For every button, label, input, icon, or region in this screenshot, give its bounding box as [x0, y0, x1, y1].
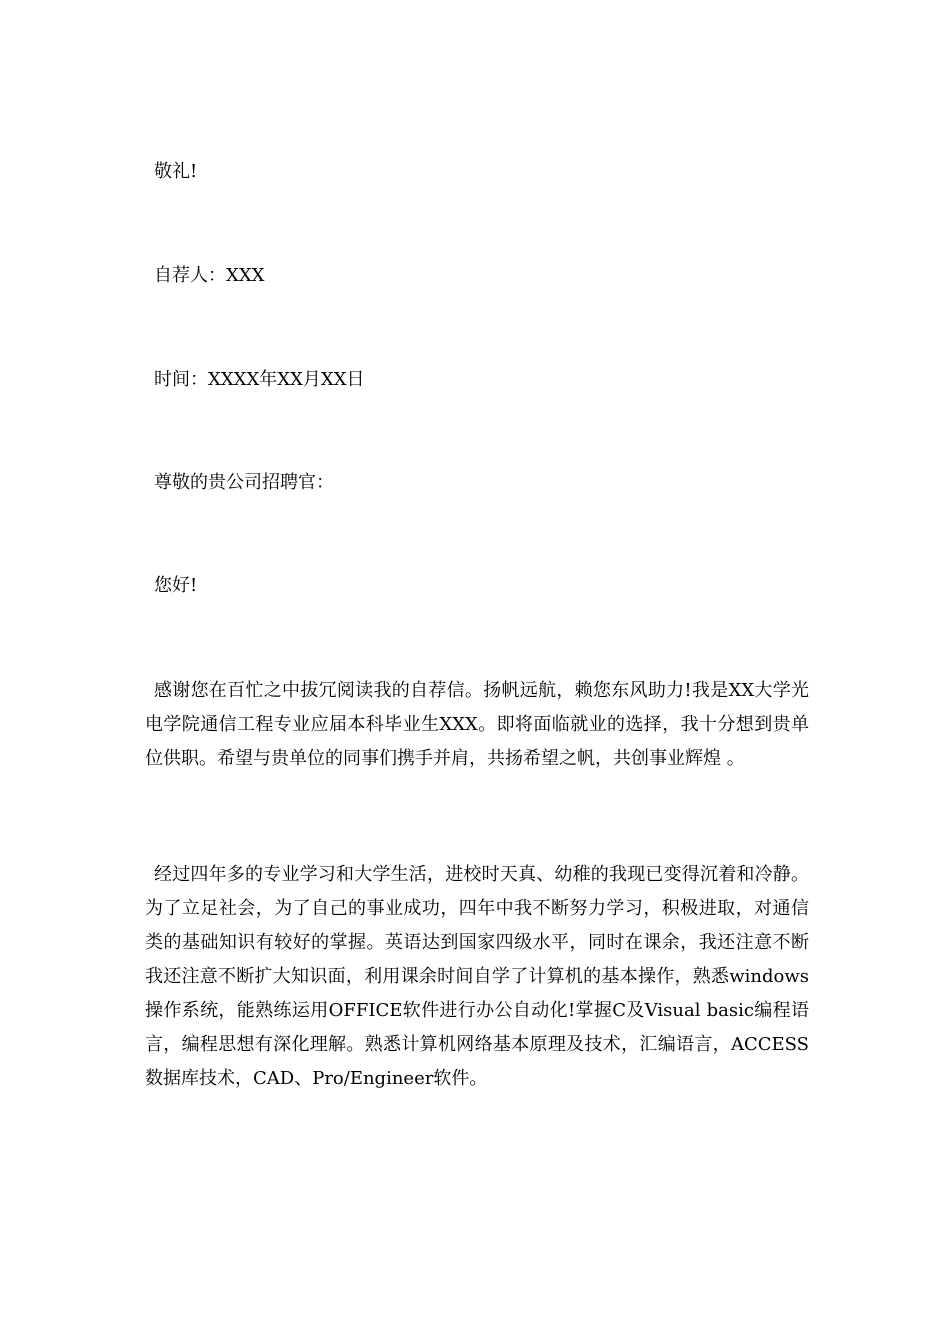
signer-line: 自荐人：XXX — [154, 265, 265, 286]
body-paragraph-1: 感谢您在百忙之中拔冗阅读我的自荐信。扬帆远航，赖您东风助力!我是XX大学光电学院通信工程专业应届本科毕业生XXX。即将面临就业的选择，我十分想到贵单位供职。希望与贵单位的同事们携手并肩，共扬希望之帆，共创事业辉煌 。 — [145, 680, 809, 769]
date-line: 时间：XXXX年XX月XX日 — [154, 369, 365, 390]
closing-line: 敬礼! — [154, 161, 198, 182]
salutation-line: 尊敬的贵公司招聘官： — [154, 472, 334, 493]
greeting-line: 您好! — [154, 575, 198, 596]
body-paragraph-2: 经过四年多的专业学习和大学生活，进校时天真、幼稚的我现已变得沉着和冷静。为了立足社会，为了自己的事业成功，四年中我不断努力学习，积极进取，对通信类的基础知识有较好的掌握。英语达到国家四级水平，同时在课余，我还注意不断我还注意不断扩大知识面，利用课余时间自学了计算机的基本操作，熟悉windows操作系统，能熟练运用OFFICE软件进行办公自动化!掌握C及Visual basic编程语言，编程思想有深化理解。熟悉计算机网络基本原理及技术，汇编语言，ACCESS数据库技术，CAD、Pro/Engineer软件。 — [145, 864, 809, 1089]
